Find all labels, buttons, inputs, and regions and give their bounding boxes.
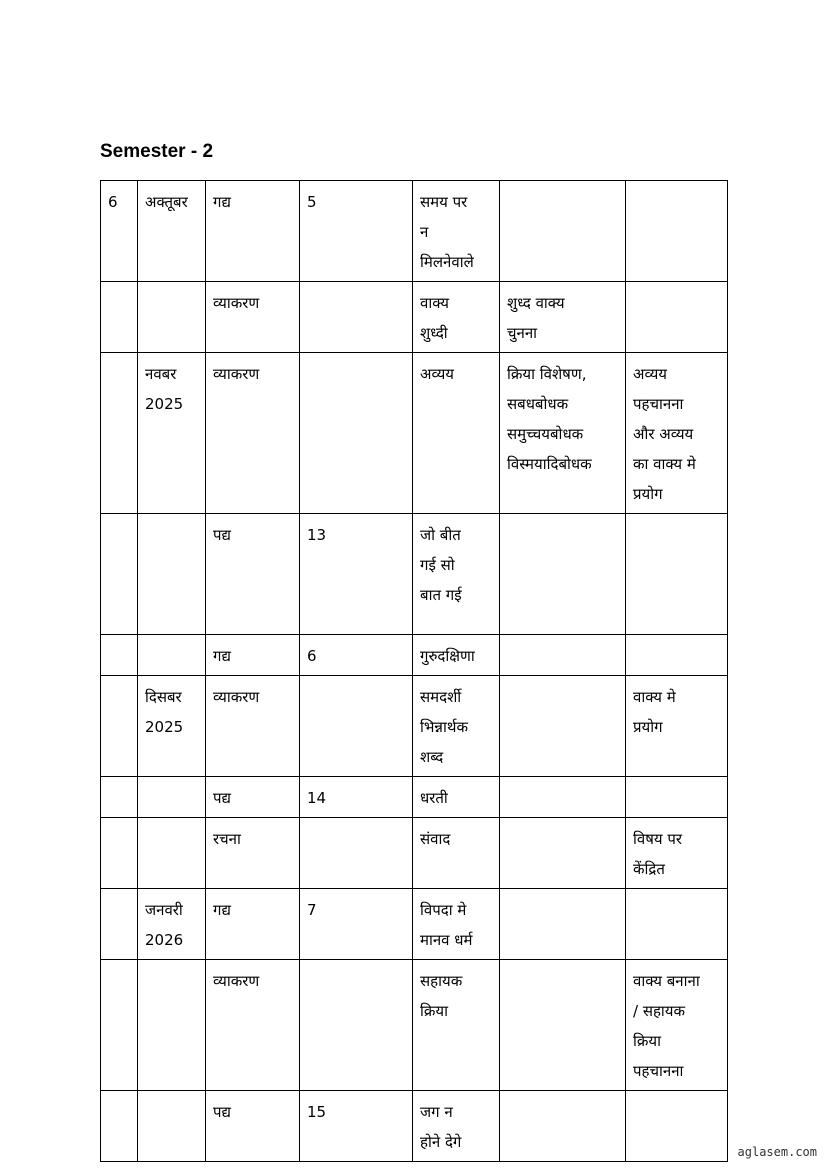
cell-lesson-no bbox=[300, 282, 413, 353]
cell-month bbox=[138, 1091, 206, 1162]
semester-heading: Semester - 2 bbox=[100, 141, 214, 162]
table-row bbox=[101, 777, 728, 818]
cell-unit bbox=[101, 676, 138, 777]
cell-topic: समय पर न मिलनेवाले bbox=[413, 181, 500, 282]
cell-subtopic bbox=[500, 818, 626, 889]
cell-activity: अव्यय पहचानना और अव्यय का वाक्य मे प्रयोग bbox=[626, 353, 728, 514]
cell-month bbox=[138, 635, 206, 676]
cell-topic: संवाद bbox=[413, 818, 500, 889]
cell-month bbox=[138, 818, 206, 889]
cell-type: रचना bbox=[206, 818, 300, 889]
cell-type: व्याकरण bbox=[206, 282, 300, 353]
cell-month: जनवरी 2026 bbox=[138, 889, 206, 960]
cell-activity: विषय पर केंद्रित bbox=[626, 818, 728, 889]
cell-month: नवबर 2025 bbox=[138, 353, 206, 514]
cell-unit bbox=[101, 282, 138, 353]
cell-activity bbox=[626, 181, 728, 282]
cell-subtopic bbox=[500, 1091, 626, 1162]
table-row bbox=[101, 960, 728, 1091]
cell-unit bbox=[101, 1091, 138, 1162]
cell-month: अक्तूबर bbox=[138, 181, 206, 282]
cell-month bbox=[138, 514, 206, 635]
cell-subtopic bbox=[500, 889, 626, 960]
cell-topic: विपदा मे मानव धर्म bbox=[413, 889, 500, 960]
cell-activity bbox=[626, 635, 728, 676]
cell-unit bbox=[101, 960, 138, 1091]
cell-type: पद्य bbox=[206, 1091, 300, 1162]
cell-topic: अव्यय bbox=[413, 353, 500, 514]
cell-type: व्याकरण bbox=[206, 353, 300, 514]
cell-topic: सहायक क्रिया bbox=[413, 960, 500, 1091]
cell-activity bbox=[626, 282, 728, 353]
cell-lesson-no: 5 bbox=[300, 181, 413, 282]
cell-month bbox=[138, 282, 206, 353]
cell-lesson-no: 14 bbox=[300, 777, 413, 818]
cell-unit bbox=[101, 777, 138, 818]
cell-subtopic bbox=[500, 777, 626, 818]
cell-activity: वाक्य बनाना / सहायक क्रिया पहचानना bbox=[626, 960, 728, 1091]
cell-month bbox=[138, 960, 206, 1091]
cell-subtopic bbox=[500, 676, 626, 777]
cell-type: गद्य bbox=[206, 181, 300, 282]
cell-type: पद्य bbox=[206, 514, 300, 635]
cell-lesson-no bbox=[300, 818, 413, 889]
cell-topic: वाक्य शुध्दी bbox=[413, 282, 500, 353]
table-row bbox=[101, 181, 728, 282]
cell-topic: जो बीत गई सो बात गई bbox=[413, 514, 500, 635]
table-row bbox=[101, 353, 728, 514]
cell-unit bbox=[101, 353, 138, 514]
table-row bbox=[101, 818, 728, 889]
cell-unit bbox=[101, 635, 138, 676]
cell-activity bbox=[626, 889, 728, 960]
cell-type: व्याकरण bbox=[206, 676, 300, 777]
cell-type: व्याकरण bbox=[206, 960, 300, 1091]
cell-type: पद्य bbox=[206, 777, 300, 818]
cell-lesson-no bbox=[300, 353, 413, 514]
cell-topic: समदर्शी भिन्नार्थक शब्द bbox=[413, 676, 500, 777]
cell-month bbox=[138, 777, 206, 818]
cell-lesson-no: 15 bbox=[300, 1091, 413, 1162]
cell-activity bbox=[626, 1091, 728, 1162]
cell-lesson-no: 13 bbox=[300, 514, 413, 635]
cell-subtopic: क्रिया विशेषण, सबधबोधक समुच्चयबोधक विस्मयादिबोधक bbox=[500, 353, 626, 514]
table-row bbox=[101, 282, 728, 353]
syllabus-table bbox=[100, 180, 728, 1162]
cell-subtopic bbox=[500, 960, 626, 1091]
cell-subtopic: शुध्द वाक्य चुनना bbox=[500, 282, 626, 353]
table-row bbox=[101, 889, 728, 960]
cell-topic: जग न होने देगे bbox=[413, 1091, 500, 1162]
cell-subtopic bbox=[500, 181, 626, 282]
cell-topic: गुरुदक्षिणा bbox=[413, 635, 500, 676]
cell-topic: धरती bbox=[413, 777, 500, 818]
cell-unit bbox=[101, 514, 138, 635]
cell-unit bbox=[101, 889, 138, 960]
table-row bbox=[101, 676, 728, 777]
cell-lesson-no: 7 bbox=[300, 889, 413, 960]
cell-subtopic bbox=[500, 635, 626, 676]
cell-unit bbox=[101, 818, 138, 889]
cell-lesson-no bbox=[300, 676, 413, 777]
table-row bbox=[101, 635, 728, 676]
cell-unit: 6 bbox=[101, 181, 138, 282]
table-row bbox=[101, 514, 728, 635]
cell-activity bbox=[626, 514, 728, 635]
cell-activity bbox=[626, 777, 728, 818]
watermark[interactable]: aglasem.com bbox=[737, 1145, 817, 1159]
cell-subtopic bbox=[500, 514, 626, 635]
cell-type: गद्य bbox=[206, 635, 300, 676]
cell-lesson-no bbox=[300, 960, 413, 1091]
table-row bbox=[101, 1091, 728, 1162]
cell-type: गद्य bbox=[206, 889, 300, 960]
cell-month: दिसबर 2025 bbox=[138, 676, 206, 777]
cell-lesson-no: 6 bbox=[300, 635, 413, 676]
cell-activity: वाक्य मे प्रयोग bbox=[626, 676, 728, 777]
